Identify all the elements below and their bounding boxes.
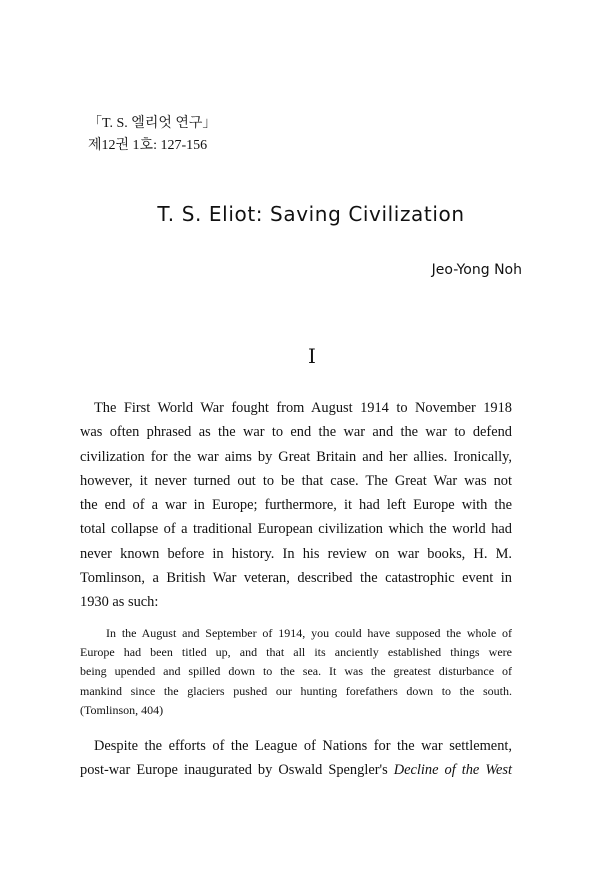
- paragraph-line: The First World War fought from August 1914 to November 1918: [94, 400, 512, 416]
- journal-name: 「T. S. 엘리엇 연구」: [88, 116, 217, 131]
- journal-header: [88, 113, 216, 157]
- paragraph-line: Despite the efforts of the League of Nations for the war settlement,: [94, 738, 512, 754]
- article-author: Jeo-Yong Noh: [431, 262, 522, 278]
- book-title: Decline of the West: [393, 762, 512, 779]
- quote-line: being upended and spilled down to the sea. It was the greatest disturbance of: [80, 664, 512, 679]
- paragraph-line: total collapse of a traditional European civilization which the world had: [80, 521, 512, 538]
- paragraph-line: however, it never turned out to be that case. The Great War was not: [80, 472, 512, 489]
- block-quote: [80, 624, 512, 720]
- paragraph-line: 1930 as such:: [80, 594, 159, 611]
- paragraph-line: Tomlinson, a British War veteran, described the catastrophic event in: [80, 570, 512, 587]
- quote-line: mankind since the glaciers pushed our hunting forefathers down to the south.: [80, 683, 512, 698]
- paragraph-line: [80, 758, 512, 782]
- article-title: T. S. Eliot: Saving Civilization: [157, 202, 465, 226]
- paragraph-line: never known before in history. In his review on war books, H. M.: [80, 545, 512, 562]
- paragraph-1: [80, 396, 512, 615]
- paragraph-line: was often phrased as the war to end the war and the war to defend: [80, 424, 512, 441]
- paragraph-2: [80, 734, 512, 783]
- quote-citation: (Tomlinson, 404): [80, 702, 164, 717]
- paragraph-text: post-war Europe inaugurated by Oswald Spengler's: [80, 762, 394, 779]
- section-numeral: I: [308, 344, 316, 368]
- paragraph-line: the end of a war in Europe; furthermore, it had left Europe with the: [80, 497, 512, 514]
- journal-issue: 제12권 1호: 127-156: [88, 138, 208, 153]
- quote-line: Europe had been titled up, and that all its anciently established things were: [80, 645, 512, 660]
- paragraph-line: civilization for the war aims by Great Britain and her allies. Ironically,: [80, 448, 512, 465]
- quote-line: In the August and September of 1914, you could have supposed the whole of: [106, 626, 512, 640]
